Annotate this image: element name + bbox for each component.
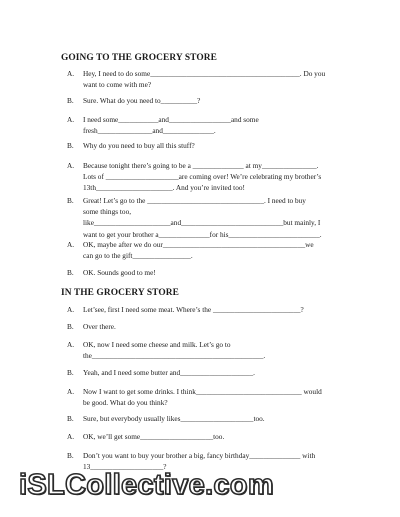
speaker-letter: B. [67, 414, 74, 423]
speaker-letter: A. [67, 387, 75, 396]
speaker-letter: B. [67, 141, 74, 150]
speaker-letter: B. [67, 96, 74, 105]
dialogue-line: like_____________________and____________________________but mainly, I [83, 218, 321, 228]
dialogue-line: 13____________________? [83, 462, 167, 472]
speaker-letter: A. [67, 161, 75, 170]
site-watermark: iSLCollective.com [19, 469, 274, 501]
dialogue-line: fresh_______________and______________. [83, 126, 216, 136]
dialogue-line: Now I want to get some drinks. I think_____________________________ would [83, 387, 322, 396]
dialogue-line: Sure. What do you need to__________? [83, 96, 201, 105]
speaker-letter: A. [67, 240, 75, 249]
speaker-letter: B. [67, 322, 74, 331]
section2-title: IN THE GROCERY STORE [61, 288, 179, 298]
dialogue-line: Because tonight there’s going to be a ______________ at my_______________. [83, 161, 319, 170]
speaker-letter: A. [67, 432, 75, 441]
dialogue-line: want to come with me? [83, 80, 152, 90]
dialogue-line: can go to the gift________________. [83, 251, 193, 261]
dialogue-line: Lots of ____________________are coming over! We’re celebrating my brother’s [83, 172, 322, 182]
dialogue-line: Over there. [83, 322, 116, 331]
speaker-letter: A. [67, 69, 75, 78]
speaker-letter: B. [67, 368, 74, 377]
dialogue-line: Don’t you want to buy your brother a big, fancy birthday______________ with [83, 451, 316, 460]
dialogue-line: OK. Sounds good to me! [83, 268, 156, 277]
dialogue-line: OK, maybe after we do our_______________________________________we [83, 240, 314, 249]
dialogue-line: Hey, I need to do some_________________________________________. Do you [83, 69, 326, 78]
section1-title: GOING TO THE GROCERY STORE [61, 53, 217, 63]
speaker-letter: A. [67, 305, 75, 314]
dialogue-line: be good. What do you think? [83, 398, 168, 408]
dialogue-line: Sure, but everybody usually likes____________________too. [83, 414, 265, 423]
speaker-letter: B. [67, 451, 74, 460]
dialogue-line: 13th_____________________. And you’re invited too! [83, 183, 245, 193]
speaker-letter: A. [67, 115, 75, 124]
dialogue-line: OK, now I need some cheese and milk. Let’s go to [83, 340, 231, 349]
dialogue-line: Let’see, first I need some meat. Where’s the ________________________? [83, 305, 304, 314]
speaker-letter: B. [67, 196, 74, 205]
dialogue-line: I need some___________and_________________and some [83, 115, 259, 124]
dialogue-line: Great! Let’s go to the ________________________________. I need to buy [83, 196, 306, 205]
dialogue-line: Yeah, and I need some butter and____________________. [83, 368, 255, 377]
speaker-letter: B. [67, 268, 74, 277]
dialogue-line: OK, we’ll get some____________________too. [83, 432, 225, 441]
dialogue-line: the_______________________________________________. [83, 351, 266, 361]
dialogue-line: want to get your brother a______________for his_________________________. [83, 229, 322, 239]
speaker-letter: A. [67, 340, 75, 349]
dialogue-line: Why do you need to buy all this stuff? [83, 141, 195, 150]
dialogue-line: some things too, [83, 207, 132, 217]
